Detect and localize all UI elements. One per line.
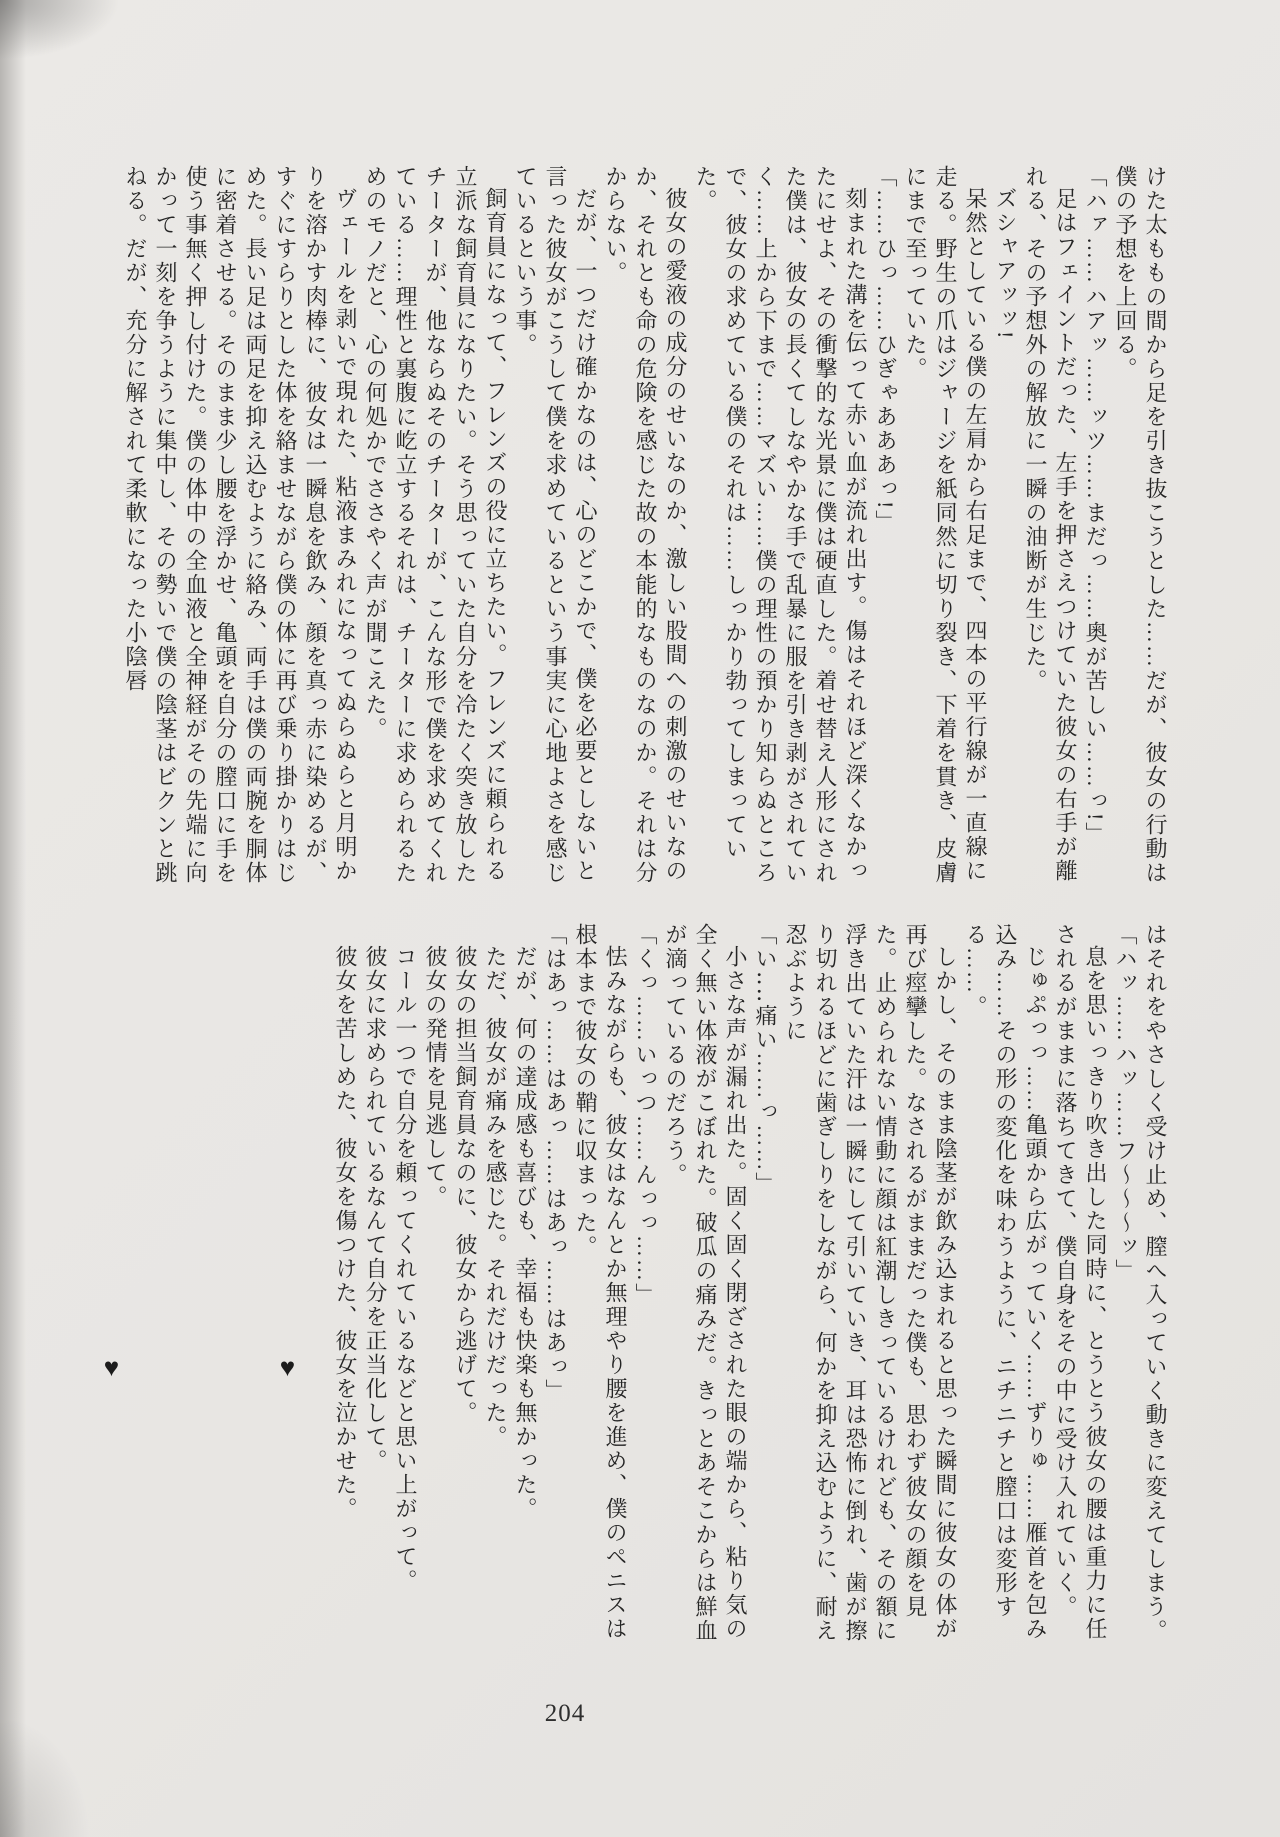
paragraph: ただ、彼女が痛みを感じた。それだけだった。: [483, 945, 508, 1449]
paragraph: 「い‥‥痛い……っ……」: [753, 923, 778, 1197]
paragraph: 怯みながらも、彼女はなんとか無理やり腰を進め、僕のペニスは根本まで彼女の鞘に収まった。: [573, 923, 628, 1641]
paragraph: だが、一つだけ確かなのは、心のどこかで、僕を必要としないと言った彼女がこうして僕を求めているという事実に心地よさを感じているという事。: [513, 165, 598, 885]
paragraph: だが、何の達成感も喜びも、幸福も快楽も無かった。: [513, 945, 538, 1521]
paragraph: 「……ひっ……ひぎゃあああっ!」: [873, 165, 898, 535]
vertical-text-block-top: [112, 165, 1170, 892]
paragraph: 「くっ……いっつ……んっっ……」: [633, 923, 658, 1307]
paragraph: じゅぷっっ……亀頭から広がっていく……ずりゅ……雁首を包み込み……その形の変化を味わうように、ニチニチと膣口は変形する……。: [963, 923, 1048, 1641]
paragraph: 彼女の担当飼育員なのに、彼女から逃げて。: [453, 945, 478, 1425]
paragraph: 息を思いっきり吹き出した同時に、とうとう彼女の腰は重力に任されるがままに落ちてきて、僕自身をその中に受け入れていく。: [1053, 923, 1108, 1641]
vertical-text-block-bottom: [97, 923, 1170, 1656]
paragraph: 「はあっ……はあっ……はあっ……はあっ」: [543, 923, 568, 1403]
paragraph: しかし、そのまま陰茎が飲み込まれると思った瞬間に彼女の体が再び痙攣した。なされるがままだった僕も、思わず彼女の顔を見た。止められない情動に顔は紅潮しきっているけれども、その額に浮き出ていた汗は一瞬にして引いていき、耳は恐怖に倒れ、歯が擦り切れるほどに歯ぎしりをしながら、何かを抑え込むように、耐え忍ぶように: [783, 923, 958, 1643]
paragraph: ヴェールを剥いで現れた、粘液まみれになってぬらぬらと月明かりを溶かす肉棒に、彼女は一瞬息を飲み、顔を真っ赤に染めるが、すぐにすらりとした体を絡ませながら僕の体に再び乗り掛かりはじめた。長い足は両足を抑え込むように絡み、両手は僕の両腕を胴体に密着させる。そのまま少し腰を浮かせ、亀頭を自分の膣口に手を使う事無く押し付けた。僕の体中の全血液と全神経がその先端に向かって一刻を争うように集中し、その勢いで僕の陰茎はビクンと跳ねる。だが、充分に解されて柔軟になった小陰唇: [123, 165, 358, 885]
paragraph: はそれをやさしく受け止め、膣へ入っていく動きに変えてしまう。: [1143, 923, 1168, 1643]
heart-icon: ♥: [97, 1353, 126, 1382]
scan-corner-smudge-top: [0, 0, 120, 60]
paragraph: けた太ももの間から足を引き抜こうとした……だが、彼女の行動は僕の予想を上回る。: [1113, 165, 1168, 885]
paragraph: コール一つで自分を頼ってくれているなどと思い上がって。: [393, 945, 418, 1593]
paragraph: ズシャアッッ!: [993, 187, 1018, 341]
paragraph: 彼女に求められているなんて自分を正当化して。: [363, 945, 388, 1473]
paragraph: 飼育員になって、フレンズの役に立ちたい。フレンズに頼られる立派な飼育員になりたい。そう思っていた自分を冷たく突き放したチーターが、他ならぬそのチーターが、こんな形で僕を求めてくれている……理性と裏腹に屹立するそれは、チーターに求められるためのモノだと、心の何処かでささやく声が聞こえた。: [363, 165, 508, 885]
paragraph: 足はフェイントだった、左手を押さえつけていた彼女の右手が離れる、その予想外の解放に一瞬の油断が生じた。: [1023, 165, 1078, 883]
paragraph: 刻まれた溝を伝って赤い血が流れ出す。傷はそれほど深くなかったにせよ、その衝撃的な光景に僕は硬直した。着せ替え人形にされた僕は、彼女の長くてしなやかな手で乱暴に服を引き剥がされていく……上から下まで……マズい……僕の理性の預かり知らぬところで、彼女の求めている僕のそれは……しっかり勃ってしまっていた。: [693, 165, 868, 885]
paragraph: 「ハァ……ハアッ……ッツ……まだっ……奥が苦しい……っ!」: [1083, 165, 1108, 847]
scene-break-hearts: [0, 923, 300, 1734]
scan-corner-smudge-bottom: [0, 1717, 90, 1837]
paragraph: 彼女を苦しめた、彼女を傷つけた、彼女を泣かせた。: [333, 945, 358, 1521]
paragraph: 「ハッ……ハッ……フ～～～ッ」: [1113, 923, 1138, 1283]
paragraph: 彼女の愛液の成分のせいなのか、激しい股間への刺激のせいなのか、それとも命の危険を感じた故の本能的なものなのか。それは分からない。: [603, 165, 688, 885]
page-number: 204: [544, 1700, 586, 1727]
paragraph: 小さな声が漏れ出た。固く固く閉ざされた眼の端から、粘り気の全く無い体液がこぼれた。破瓜の痛みだ。きっとあそこからは鮮血が滴っているのだろう。: [663, 923, 748, 1643]
paragraph: 彼女の発情を見逃して。: [423, 945, 448, 1209]
paragraph: 呆然としている僕の左肩から右足まで、四本の平行線が一直線に走る。野生の爪はジャージを紙同然に切り裂き、下着を貫き、皮膚にまで至っていた。: [903, 165, 988, 885]
heart-icon: ♥: [273, 1353, 302, 1382]
